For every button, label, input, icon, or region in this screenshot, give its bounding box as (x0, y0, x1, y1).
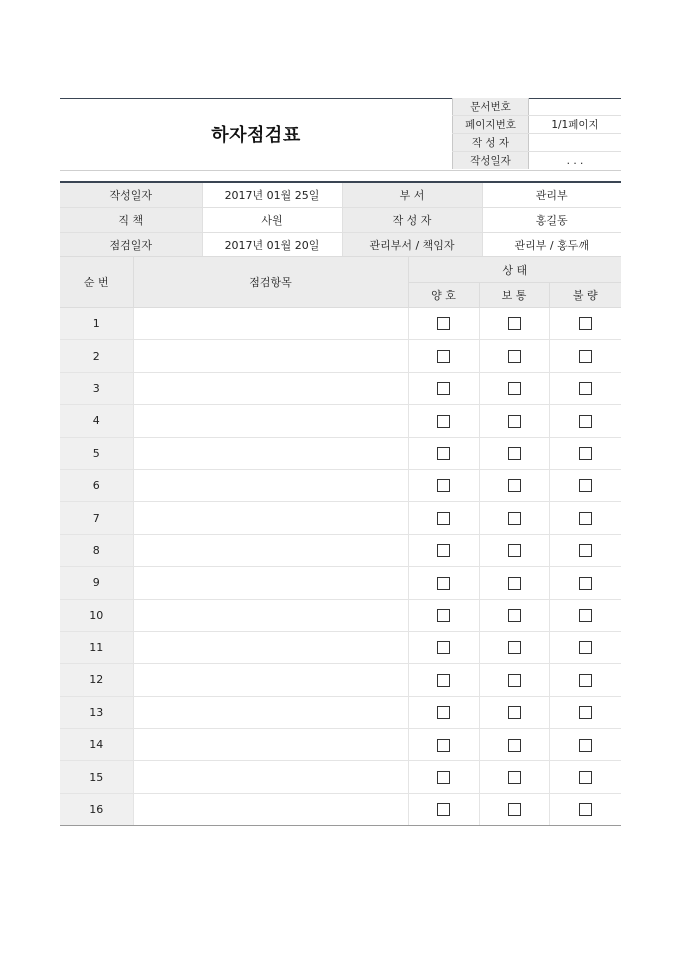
inspection-item-cell[interactable] (133, 793, 408, 825)
status-cell-bad (549, 308, 621, 340)
status-cell-good (408, 567, 479, 599)
meta-value-doc-number (529, 98, 622, 116)
table-row (60, 372, 621, 404)
checkbox-bad[interactable] (579, 641, 592, 654)
meta-row (453, 98, 622, 116)
checkbox-good[interactable] (437, 415, 450, 428)
status-cell-good (408, 761, 479, 793)
checkbox-good[interactable] (437, 641, 450, 654)
status-cell-normal (479, 372, 549, 404)
checkbox-bad[interactable] (579, 479, 592, 492)
info-row (60, 182, 621, 208)
info-label-inspection-date: 점검일자 (60, 233, 202, 258)
status-cell-bad (549, 372, 621, 404)
info-value-position: 사원 (202, 208, 342, 233)
row-number: 4 (60, 405, 133, 437)
checkbox-normal[interactable] (508, 512, 521, 525)
table-row (60, 308, 621, 340)
table-row (60, 502, 621, 534)
status-cell-normal (479, 729, 549, 761)
col-header-status: 상 태 (408, 257, 621, 283)
inspection-item-cell[interactable] (133, 405, 408, 437)
row-number: 16 (60, 793, 133, 825)
table-row (60, 437, 621, 469)
status-cell-normal (479, 437, 549, 469)
status-cell-bad (549, 729, 621, 761)
checkbox-normal[interactable] (508, 382, 521, 395)
checkbox-bad[interactable] (579, 706, 592, 719)
status-cell-bad (549, 437, 621, 469)
inspection-rows (60, 308, 621, 826)
checkbox-normal[interactable] (508, 803, 521, 816)
inspection-item-cell[interactable] (133, 567, 408, 599)
row-number: 9 (60, 567, 133, 599)
checkbox-good[interactable] (437, 674, 450, 687)
inspection-item-cell[interactable] (133, 308, 408, 340)
meta-row (453, 116, 622, 134)
checkbox-good[interactable] (437, 382, 450, 395)
table-row (60, 793, 621, 825)
status-cell-bad (549, 631, 621, 663)
status-cell-bad (549, 567, 621, 599)
status-cell-good (408, 664, 479, 696)
status-cell-good (408, 696, 479, 728)
checkbox-bad[interactable] (579, 447, 592, 460)
checkbox-good[interactable] (437, 350, 450, 363)
info-table (60, 181, 621, 258)
table-row (60, 469, 621, 501)
status-cell-normal (479, 308, 549, 340)
checkbox-normal[interactable] (508, 609, 521, 622)
info-value-author: 홍길동 (482, 208, 621, 233)
inspection-item-cell[interactable] (133, 761, 408, 793)
checkbox-bad[interactable] (579, 739, 592, 752)
checkbox-bad[interactable] (579, 317, 592, 330)
row-number: 11 (60, 631, 133, 663)
checkbox-bad[interactable] (579, 771, 592, 784)
row-number: 6 (60, 469, 133, 501)
inspection-header-row (60, 257, 621, 283)
status-cell-normal (479, 340, 549, 372)
checkbox-good[interactable] (437, 771, 450, 784)
status-cell-good (408, 502, 479, 534)
status-cell-normal (479, 599, 549, 631)
inspection-item-cell[interactable] (133, 340, 408, 372)
inspection-item-cell[interactable] (133, 469, 408, 501)
checkbox-normal[interactable] (508, 317, 521, 330)
checkbox-normal[interactable] (508, 706, 521, 719)
status-cell-normal (479, 793, 549, 825)
checkbox-normal[interactable] (508, 350, 521, 363)
meta-label-page-number: 페이지번호 (453, 116, 529, 134)
row-number: 15 (60, 761, 133, 793)
meta-label-author: 작 성 자 (453, 134, 529, 152)
col-header-normal: 보 통 (479, 283, 549, 308)
checkbox-bad[interactable] (579, 350, 592, 363)
checkbox-good[interactable] (437, 803, 450, 816)
status-cell-bad (549, 502, 621, 534)
info-label-position: 직 책 (60, 208, 202, 233)
status-cell-bad (549, 340, 621, 372)
table-row (60, 534, 621, 566)
checkbox-normal[interactable] (508, 415, 521, 428)
checkbox-bad[interactable] (579, 544, 592, 557)
checkbox-normal[interactable] (508, 739, 521, 752)
table-row (60, 664, 621, 696)
checkbox-bad[interactable] (579, 512, 592, 525)
row-number: 13 (60, 696, 133, 728)
status-cell-normal (479, 761, 549, 793)
row-number: 1 (60, 308, 133, 340)
checkbox-normal[interactable] (508, 641, 521, 654)
status-cell-bad (549, 761, 621, 793)
checkbox-bad[interactable] (579, 382, 592, 395)
info-label-department: 부 서 (342, 182, 482, 208)
row-number: 3 (60, 372, 133, 404)
meta-row (453, 134, 622, 152)
row-number: 8 (60, 534, 133, 566)
status-cell-good (408, 793, 479, 825)
checkbox-bad[interactable] (579, 674, 592, 687)
checkbox-normal[interactable] (508, 447, 521, 460)
status-cell-good (408, 729, 479, 761)
inspection-item-cell[interactable] (133, 534, 408, 566)
inspection-item-cell[interactable] (133, 599, 408, 631)
table-row (60, 631, 621, 663)
status-cell-normal (479, 567, 549, 599)
document-meta-table (452, 98, 621, 169)
checkbox-good[interactable] (437, 739, 450, 752)
status-cell-good (408, 437, 479, 469)
checkbox-normal[interactable] (508, 674, 521, 687)
status-cell-normal (479, 631, 549, 663)
info-value-inspection-date: 2017년 01월 20일 (202, 233, 342, 258)
inspection-item-cell[interactable] (133, 631, 408, 663)
status-cell-bad (549, 664, 621, 696)
status-cell-good (408, 405, 479, 437)
meta-row (453, 152, 622, 170)
checkbox-bad[interactable] (579, 803, 592, 816)
checkbox-good[interactable] (437, 577, 450, 590)
meta-value-date: . . . (566, 154, 584, 167)
checkbox-good[interactable] (437, 317, 450, 330)
status-cell-normal (479, 502, 549, 534)
status-cell-bad (549, 696, 621, 728)
header-bottom-rule (60, 170, 621, 171)
checkbox-bad[interactable] (579, 577, 592, 590)
checkbox-bad[interactable] (579, 415, 592, 428)
status-cell-normal (479, 469, 549, 501)
status-cell-good (408, 599, 479, 631)
info-label-manager: 관리부서 / 책임자 (342, 233, 482, 258)
status-cell-bad (549, 793, 621, 825)
info-value-date: 2017년 01월 25일 (202, 182, 342, 208)
col-header-number: 순 번 (60, 257, 133, 308)
inspection-item-cell[interactable] (133, 664, 408, 696)
status-cell-good (408, 631, 479, 663)
status-cell-normal (479, 405, 549, 437)
table-row (60, 696, 621, 728)
table-row (60, 761, 621, 793)
status-cell-bad (549, 599, 621, 631)
document-title: 하자점검표 (211, 125, 301, 146)
meta-value-author (529, 134, 622, 152)
col-header-good: 양 호 (408, 283, 479, 308)
row-number: 10 (60, 599, 133, 631)
row-number: 7 (60, 502, 133, 534)
row-number: 14 (60, 729, 133, 761)
table-row (60, 729, 621, 761)
checkbox-good[interactable] (437, 544, 450, 557)
table-row (60, 405, 621, 437)
status-cell-bad (549, 405, 621, 437)
checkbox-good[interactable] (437, 479, 450, 492)
inspection-item-cell[interactable] (133, 437, 408, 469)
status-cell-good (408, 469, 479, 501)
inspection-item-cell[interactable] (133, 729, 408, 761)
checkbox-normal[interactable] (508, 544, 521, 557)
status-cell-normal (479, 664, 549, 696)
checkbox-good[interactable] (437, 447, 450, 460)
row-number: 5 (60, 437, 133, 469)
checkbox-bad[interactable] (579, 609, 592, 622)
table-row (60, 599, 621, 631)
status-cell-bad (549, 469, 621, 501)
checkbox-good[interactable] (437, 706, 450, 719)
row-number: 12 (60, 664, 133, 696)
status-cell-good (408, 372, 479, 404)
status-cell-good (408, 340, 479, 372)
col-header-bad: 불 량 (549, 283, 621, 308)
status-cell-normal (479, 534, 549, 566)
status-cell-bad (549, 534, 621, 566)
checkbox-normal[interactable] (508, 771, 521, 784)
status-cell-normal (479, 696, 549, 728)
status-cell-good (408, 308, 479, 340)
info-label-author: 작 성 자 (342, 208, 482, 233)
meta-label-date: 작성일자 (453, 152, 529, 170)
inspection-table (60, 256, 621, 826)
row-number: 2 (60, 340, 133, 372)
info-label-date: 작성일자 (60, 182, 202, 208)
info-value-department: 관리부 (482, 182, 621, 208)
inspection-item-cell[interactable] (133, 372, 408, 404)
info-row (60, 233, 621, 258)
meta-label-doc-number: 문서번호 (453, 98, 529, 116)
info-row (60, 208, 621, 233)
status-cell-good (408, 534, 479, 566)
table-row (60, 340, 621, 372)
col-header-item: 점검항목 (133, 257, 408, 308)
meta-value-page-number: 1/1페이지 (529, 116, 622, 134)
checkbox-normal[interactable] (508, 577, 521, 590)
table-row (60, 567, 621, 599)
checkbox-normal[interactable] (508, 479, 521, 492)
checkbox-good[interactable] (437, 609, 450, 622)
inspection-item-cell[interactable] (133, 502, 408, 534)
checkbox-good[interactable] (437, 512, 450, 525)
inspection-item-cell[interactable] (133, 696, 408, 728)
info-value-manager: 관리부 / 홍두깨 (482, 233, 621, 258)
